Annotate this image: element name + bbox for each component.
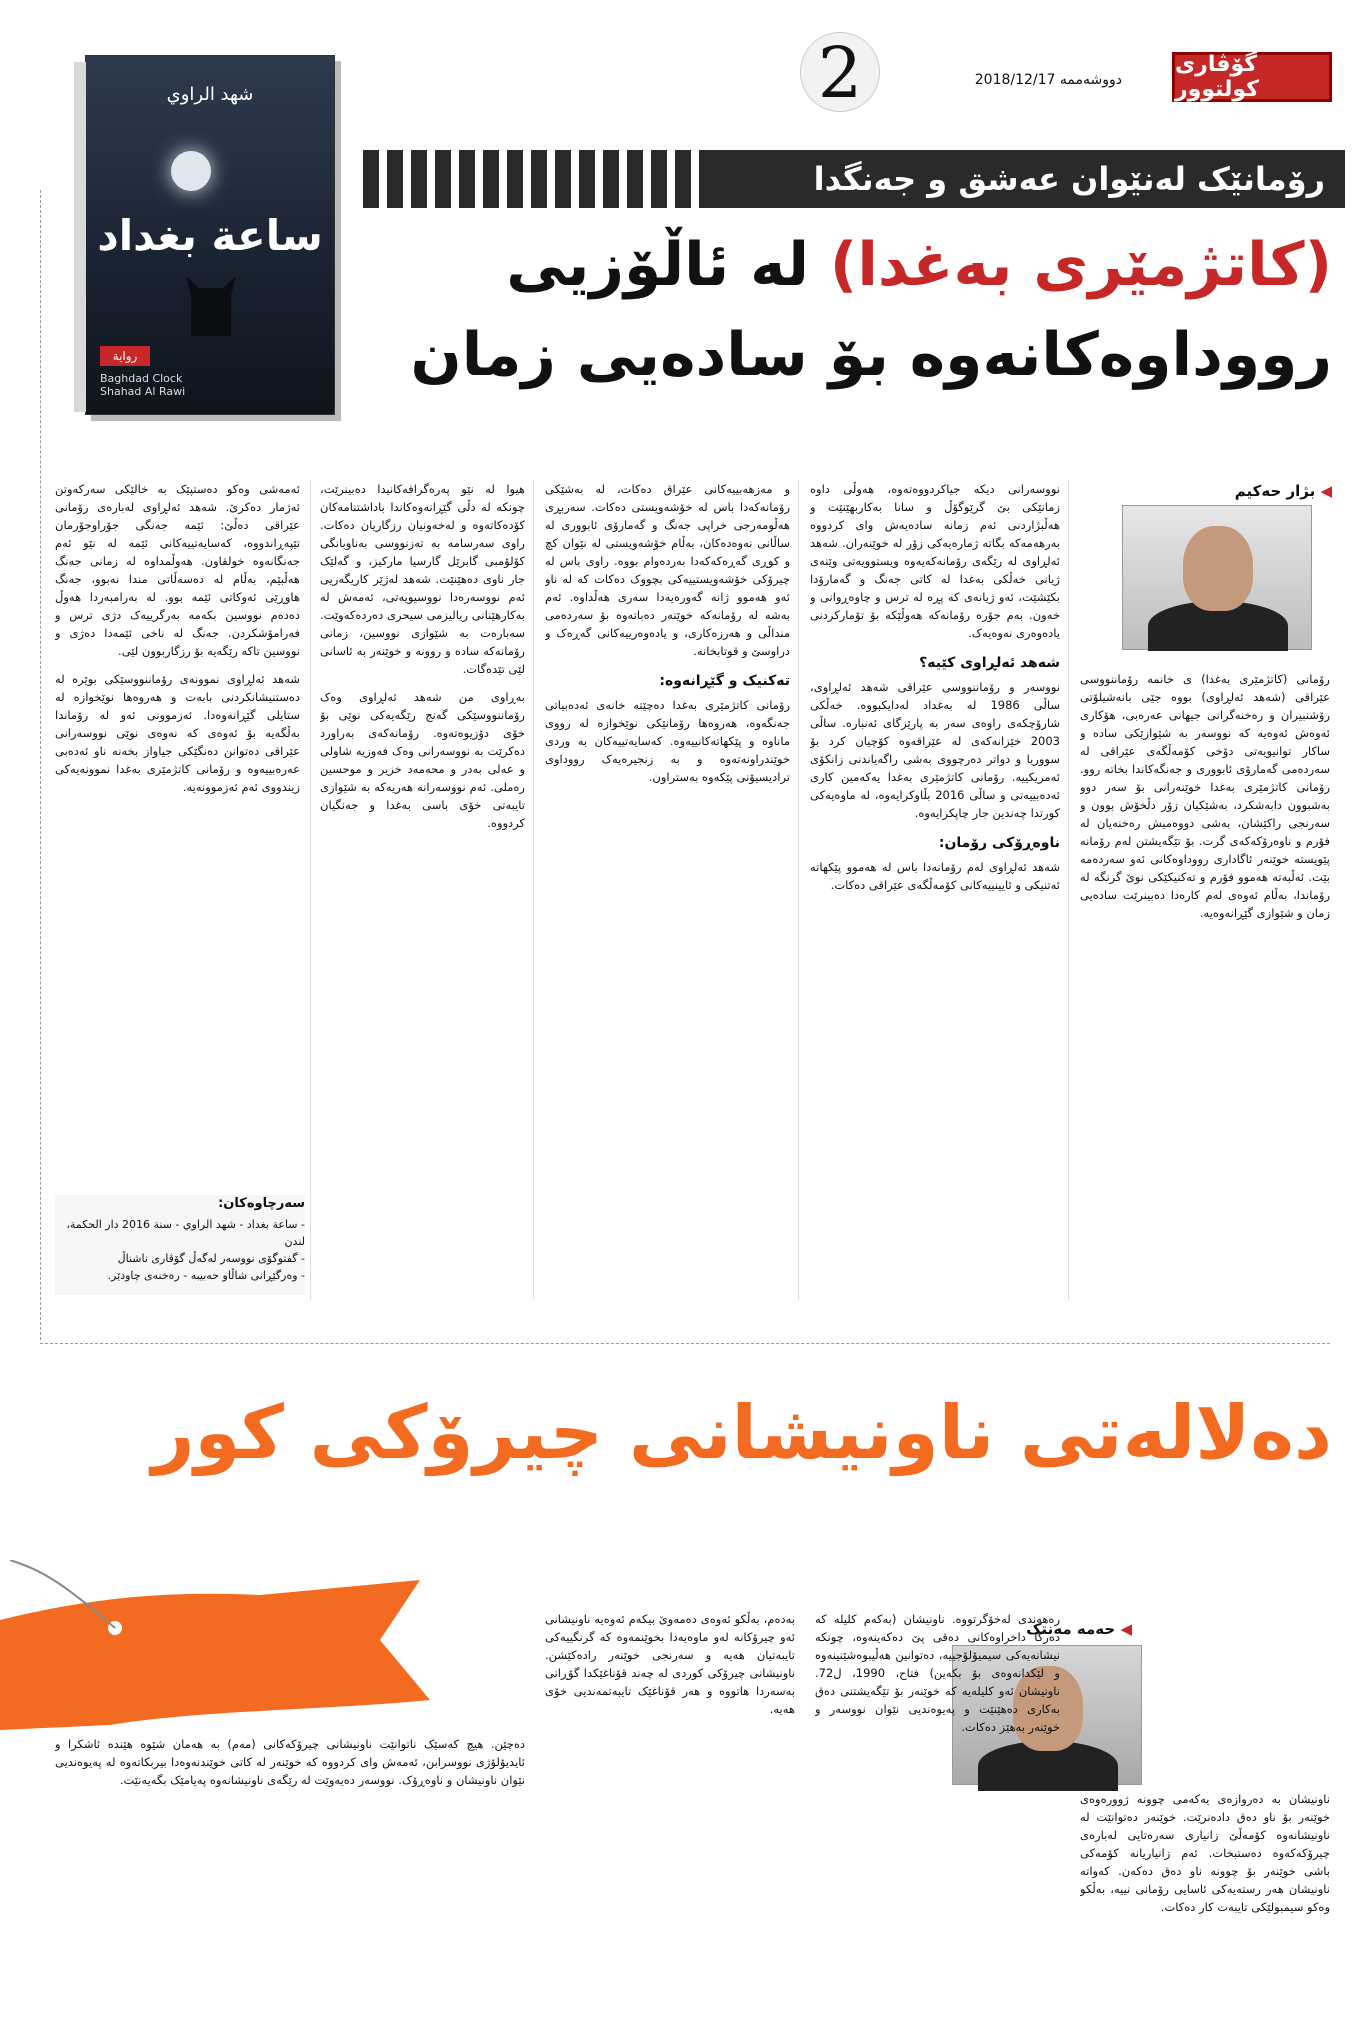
masthead-logo: گۆڤاری کولتوور [1172,52,1332,102]
banner-stripes [355,150,715,208]
article2-author-label: حەمە مەنتک [1026,1620,1116,1638]
column-divider [1068,480,1069,1300]
ribbon-flag-icon [0,1560,450,1730]
article2-headline: دەلالەتی ناونیشانی چیرۆکی کور [151,1390,1332,1476]
column-divider [533,480,534,1300]
article1-author [1235,482,1332,500]
triangle-bullet-icon: ◀ [1320,482,1332,500]
main-headline-line-1 [506,230,1332,300]
book-cover-english [100,372,185,398]
title-banner [355,150,1345,208]
source-item: - ساعة بغداد - شهد الراوي - سنة 2016 دار الحکمة، لندن [66,1218,305,1248]
book-cover-english-author: Shahad Al Rawi [100,385,186,398]
article1-column-2 [810,480,1060,1300]
article1-column-5-text-b: شەهد ئەلڕاوی نموونەی رۆماننووسێکی بوێرە لە دەستنیشانکردنی بابەت و هەروەها نوێخوازە لە ستایلی گێڕانەوەدا. ئەزموونی ئەو لە رۆماندا بەڵگەیە بۆ ئەوەی کە نەوەی نوێی نووسەرانی عێراقی دەتوانن دەنگێکی جیاواز بخەنە ناو ئەدەبی عەرەبییەوە و رۆمانی کاتژمێری بەغدا نموونەیەکی زیندووی ئەم ئەزموونەیە. [55,672,300,794]
article1-column-2-text: نووسەرانی دیکە جیاکردووەتەوە، هەوڵی داوە زمانێکی بێ گرێوگۆڵ و سانا بەکاربهێنێت و هەڵبژاردنی ئەم زمانە سادەیەش وای کردووە بەرهەمەکە بگاتە ژمارەیەکی زۆر لە خوێنەران. شەهد ئەلڕاوی لە رێگەی رۆمانەکەیەوە ویستوویەتی وێنەی ژیانی خەڵکی بەغدا لە کاتی جەنگ و گەمارۆدا بکێشێت، ئەو ژیانەی کە پڕە لە ترس و چاوەڕوانی و خەون. بەم جۆرە رۆمانەکە هەوڵێکە بۆ تۆمارکردنی یادەوەری نەوەیەک. [810,482,1060,640]
article1-column-3-text: و مەزهەبییەکانی عێراق دەکات، لە بەشێکی رۆمانەکەدا باس لە خۆشەویستی دەکات. سەربڕی هەڵومەرجی خراپی جەنگ و گەمارۆی ئابووری لە ساڵانی نەوەدەکان، بەڵام خۆشەویستی لە نێوان کچ و کوڕی گەڕەکەکەدا بەردەوام بووە. راوی باس لە چیرۆکی خۆشەویستییەکی بچووک دەکات کە لە ناو ئەو هەموو ژانە گەورەیەدا سەری هەڵداوە. ئەم بەشە لە رۆمانەکە خوێنەر دەباتەوە بۆ سەردەمی منداڵی و هەرزەکاری، و یادەوەرییەکانی گەڕەک و دراوسێ و قوتابخانە. [545,482,790,658]
subheading-technique-narration: تەکنیک و گێڕانەوە: [659,673,790,689]
moon-icon [171,151,211,191]
article2-column-1-text: ناونیشان بە دەروازەی یەکەمی چوونە ژوورەوەی خوێنەر بۆ ناو دەق دادەنرێت. خوێنەر دەتوانێت لە ناونیشانەوە کۆمەڵێ زانیاری سەرەتایی لەبارەی چیرۆکەکەوە دەستبخات. ئەم زانیاریانە کۆمەکی باشی خوێنەر بۆ چوونە ناو دەق دەکەن. کەواتە ناونیشان هەر رستەیەکی ئاسایی رۆمانی نییە، بەڵکو وەکو سیمبولێکی تایبەت کار دەکات. [1080,1792,1330,1914]
article1-column-5 [55,480,300,1180]
book-cover-english-title: Baghdad Clock [100,372,183,385]
subheading-novel-content: ناوەڕۆکی رۆمان: [938,835,1060,851]
article2-column-1 [1080,1790,1330,2010]
subheading-who-is-shahad: شەهد ئەلڕاوی کێیە؟ [919,655,1060,671]
article2-column-2 [815,1610,1060,2010]
book-cover-author: شهد الراوي [166,84,254,105]
article2-column-2-text: رەهەندی لەخۆگرتووە. ناونیشان (بەکەم کلیلە کە دەرگا داخراوەکانی دەقی پێ دەکەینەوە، چونکە نیشانەیەکی سیمیۆلۆجییە، دەتوانین هەڵیبوەشێنینەوە و لێکدانەوەی بۆ بکەین) فتاح، 1990، ل72. ناونیشان ئەو کلیلەیە کە خوێنەر بۆ تێگەیشتنی دەق بەکاری دەهێنێت و پەیوەندیی نێوان نووسەر و خوێنەر بەهێز دەکات. [815,1612,1060,1734]
article1-column-4-text-b: بەڕاوی من شەهد ئەلڕاوی وەک رۆماننووسێکی گەنج رێگەیەکی نوێی بۆ خۆی دۆزیوەتەوە. رۆمانەکەی بەراورد دەکرێت بە نووسەرانی وەک فەوزیە شاولی و عەلی بەدر و محەمەد خزیر و موحسین رەملی. ئەم نووسەرانە هەریەکە بە شێوازی تایبەتی خۆی باسی بەغدا و جەنگیان کردووە. [320,690,525,830]
subheading-novel-content-text: شەهد ئەلڕاوی لەم رۆمانەدا باس لە هەموو پێکهاتە ئەتنیکی و ئایینییەکانی کۆمەڵگەی عێراقی دەکات. [810,860,1060,892]
book-spine [74,62,86,412]
headline-red-part: (کاتژمێری بەغدا) [829,230,1332,300]
headline-black-part: لە ئاڵۆزیی [506,230,810,300]
sources-box [55,1195,305,1295]
subheading-who-is-shahad-text: نووسەر و رۆماننووسی عێراقی شەهد ئەلڕاوی، ساڵی 1986 لە بەغداد لەدایکبووە. خەڵکی شارۆچکەی راوەی سەر بە پارێزگای ئەنبارە. ساڵی 2003 خێزانەکەی لە عێراقەوە کۆچیان کرد بۆ سووریا و دواتر دەرچووی بەشی راگەیاندنی زانکۆی ئەمریکییە. رۆمانی کاتژمێری بەغدا یەکەمین کاری ئەدەبییەتی و ساڵی 2016 بڵاوکرایەوە، لە ماوەیەکی کورتدا چەندین جار چاپکرایەوە. [810,680,1060,820]
book-cover-publisher: رواية [100,346,150,366]
article1-column-5-text: ئەمەشی وەکو دەستپێک بە خالێکی سەرکەوتن ئەژمار دەکرێ. شەهد ئەلڕاوی لەبارەی رۆمانی عێراقی دەڵێ: ئێمە جەنگی جۆراوجۆرمان تێپەڕاندووە، کەسایەتییەکانی ئێمە لە نێو ئەم جەنگانەوە خولقاون. هەوڵمداوە لە زمانی جەنگ هەڵبێم، بەڵام لە دەسەڵاتی مندا نەبوو، جەنگ هاوڕێی ئەوکاتی ئێمە بوو. لە بەرامبەردا هەوڵ دەدەم نووسین بکەمە بەرگرییەک دژی ترس و فەرامۆشکردن. جەنگ لە ناخی ئێمەدا دەژی و نووسین تاکە رێگەیە بۆ رزگاربوون لێی. [55,482,300,658]
subheading-technique-narration-text: رۆمانی کاتژمێری بەغدا دەچێتە خانەی ئەدەبیاتی جەنگەوە، هەروەها رۆمانێکی نوێخوازە لە رووی ماناوە و پێکهاتەکانییەوە. کەسایەتییەکان بە وردی خوێندراونەتەوە و بە زنجیرەیەک رووداوی ترادیسیۆنی پێکەوە بەستراون. [545,698,790,784]
article1-column-4 [320,480,525,1300]
article1-column-4-text: هیوا لە نێو پەرەگرافەکانیدا دەبینرێت، چونکە لە دڵی گێڕانەوەکاندا باداشتنامەکان کۆدەکاتەوە و لەخەونیان رزگاریان دەکات. راوی سەرسامە بە تەزنووسی بەناوبانگی کۆلۆمبی گابرێل گارسیا مارکیز، و گەلێک جار ناوی دەهێنێت. شەهد لەژێر کاریگەریی ئەم نووسەرەدا نووسیویەتی، ئەمەش لە بەکارهێنانی ریالیزمی سیحری دەردەکەوێت. سەبارەت بە شێوازی نووسین، زمانی رۆمانەکە سادە و روونە و خوێنەر بە ئاسانی لێی تێدەگات. [320,482,525,676]
cat-silhouette-icon [181,266,241,336]
column-divider [310,480,311,1300]
article1-column-1-text: رۆمانی (کاتژمێری بەغدا) ی خانمە رۆماننووسی عێراقی (شەهد ئەلڕاوی) بووە جێی بانەشیلۆتی رۆشنبیران و رەخنەگرانی جیهانی عەرەبی، هۆکاری ئەوەش ئەوەیە کە نووسەر بە شێوازێکی سادە و ساکار توانیویەتی دۆخی کۆمەڵگەی عێراقی لە سەردەمی گەمارۆی ئابووری و جەنگەکاندا بخاتە روو. رۆمانی کاتژمێری بەغدا خوێنەرانی بۆ سەر دوو بەشبوون دابەشکرد، بەشێکیان زۆر دڵخۆش بوون و سەرنجی راکێشان، بەشی دووەمیش رەخنەیان لە فۆرم و ناوەرۆکەکەی گرت. بۆ تێگەیشتن لەم رۆمانە پێویستە خوێنەر ئاگاداری رووداوەکانی ئەو سەردەمە بێت. ئەڵبەتە هەموو فۆرم و تەکنیکێکی نوێ گرنگە لە رۆماندا، بەڵام ئەوەی لەم کارەدا دەبینرێت سادەیی زمان و شێوازی گێڕانەوەیە. [1080,672,1330,920]
article1-author-photo [1122,505,1312,650]
page-number: 2 [800,32,880,112]
source-item: - وەرگێڕانی شاڵاو حەبیبە - رەخنەی چاودێر. [107,1269,305,1282]
dashed-section-divider [40,1343,1330,1344]
article1-column-1 [1080,670,1330,1290]
issue-date: دووشەممە 2018/12/17 [974,72,1122,88]
article1-author-label: بژار حەکیم [1234,482,1316,500]
banner-title: رۆمانێک لەنێوان عەشق و جەنگدا [715,150,1345,208]
dashed-border-left [40,190,41,1340]
book-cover-image [85,55,335,415]
article1-column-3 [545,480,790,1300]
article2-column-3 [545,1610,795,2010]
article2-column-4 [55,1735,525,2010]
article2-column-3-text: بەدەم، بەڵکو ئەوەی دەمەوێ بیکەم ئەوەیە ناونیشانی ئەو چیرۆکانە لەو ماوەیەدا بخوێنمەوە کە گرنگییەکی تایبەتیان هەیە و سەرنجی خوێنەر رادەکێشن. ناونیشانی چیرۆکی کوردی لە چەند قۆناغێکدا گۆڕانی بەسەردا هاتووە و هەر قۆناغێک تایبەتمەندیی خۆی هەیە. [545,1612,795,1716]
article2-column-4-text: دەچێن. هیچ کەسێک ناتوانێت ناونیشانی چیرۆکەکانی (مەم) بە هەمان شێوە هێندە ئاشکرا و ئایدیۆلۆژی نووسرابن، ئەمەش وای کردووە کە خوێنەر لە کاتی خوێندنەوەدا بیربکاتەوە لە پەیوەندیی نێوان ناونیشان و ناوەڕۆک. نووسەر دەیەوێت لە رێگەی ناونیشانەوە پەیامێک بگەیەنێت. [55,1737,525,1787]
triangle-bullet-icon: ◀ [1120,1620,1132,1638]
main-headline-line-2: رووداوەکانەوە بۆ سادەیی زمان [410,320,1332,390]
sources-title: سەرچاوەکان: [218,1196,305,1211]
column-divider [798,480,799,1300]
source-item: - گفتوگۆی نووسەر لەگەڵ گۆڤاری ناشناڵ [117,1252,305,1265]
book-cover-title: ساعة بغداد [97,211,323,260]
